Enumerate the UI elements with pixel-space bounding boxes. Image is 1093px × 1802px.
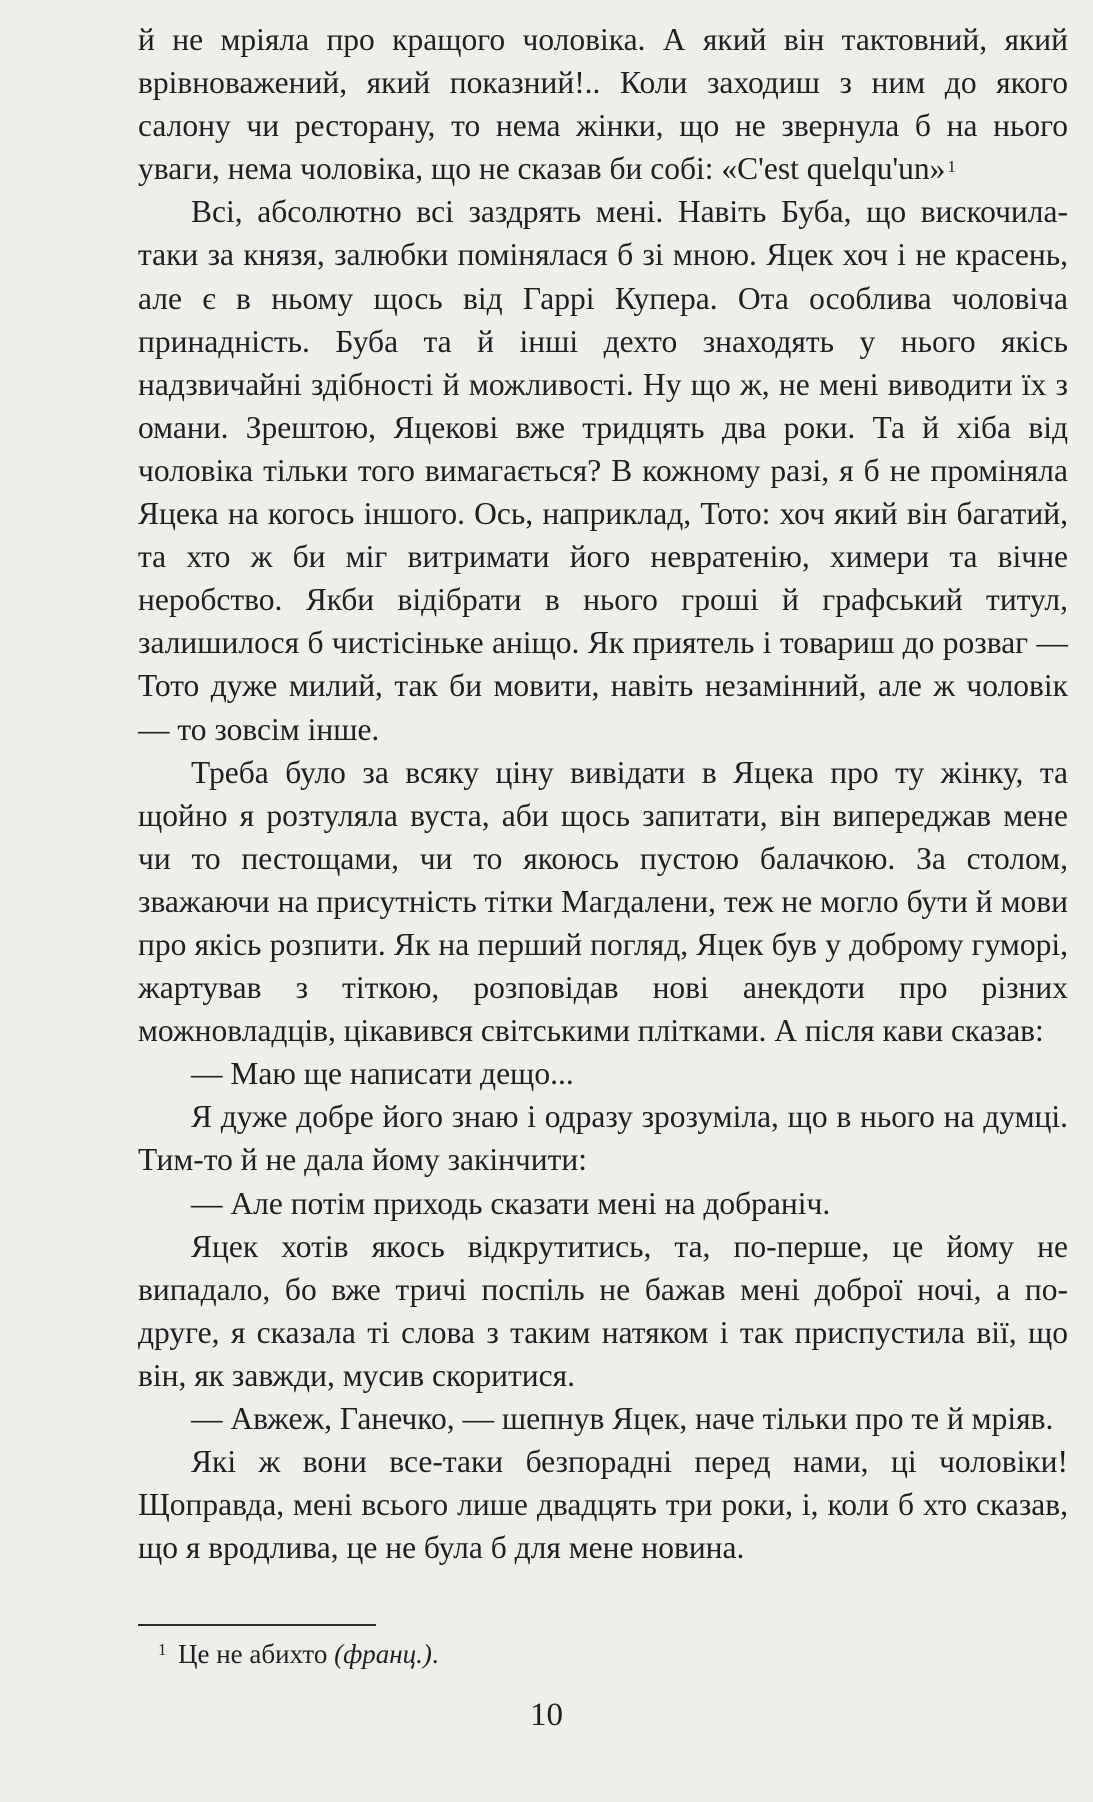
- body-text: [138, 18, 1068, 1569]
- footnote-italic: (франц.): [334, 1639, 432, 1669]
- footnote-number: 1: [158, 1640, 167, 1659]
- footnote-end: .: [431, 1639, 439, 1669]
- dialog-line-3: — Авжеж, Ганечко, — шепнув Яцек, наче тільки про те й мріяв.: [191, 1401, 1054, 1436]
- paragraph-4: Я дуже добре його знаю і одразу зрозуміла, що в нього на думці. Тим-то й не дала йому закінчити:: [138, 1099, 1068, 1178]
- paragraph-1: й не мріяла про кращого чоловіка. А який він тактовний, який врівноважений, який показний!.. Коли заходиш з ним до якого салону чи ресторану, то нема жінки, що не звернула б на нього уваги, нема чоловіка, що не сказав би собі: «C'est quelqu'un» $^1$: [138, 22, 1068, 187]
- paragraph-6: Які ж вони все-таки безпорадні перед нами, ці чоловіки! Щоправда, мені всього лише двадцять три роки, і, коли б хто сказав, що я вродлива, це не була б для мене новина.: [138, 1444, 1068, 1566]
- paragraph-3: Треба було за всяку ціну вивідати в Яцека про ту жінку, та щойно я розтуляла вуста, аби щось запитати, він випереджав мене чи то пестощами, чи то якоюсь пустою балачкою. За столом, зважаючи на присутність тітки Магдалени, теж не могло бути й мови про якісь розпити. Як на перший погляд, Яцек був у доброму гуморі, жартував з тіткою, розповідав нові анекдоти про різних можновладців, цікавився світськими плітками. А після кави сказав:: [138, 754, 1068, 1049]
- footnote-divider: [138, 1624, 376, 1626]
- paragraph-2: Всі, абсолютно всі заздрять мені. Навіть Буба, що вискочила-таки за князя, залюбки помінялася б зі мною. Яцек хоч і не красень, але є в ньому щось від Гаррі Купера. Ота особлива чоловіча принадність. Буба та й інші дехто знаходять у нього якісь надзвичайні здібності й можливості. Ну що ж, не мені виводити їх з омани. Зрештою, Яцекові вже тридцять два роки. Та й хіба від чоловіка тільки того вимагається? В кожному разі, я б не проміняла Яцека на когось іншого. Ось, наприклад, Тото: хоч який він багатий, та хто ж би міг витримати його невратенію, химери та вічне неробство. Якби відібрати в нього гроші й графський титул, залишилося б чистісіньке аніщо. Як приятель і товариш до розваг — Тото дуже милий, так би мовити, навіть незамінний, але ж чоловік — то зовсім інше.: [138, 194, 1068, 747]
- footnote-text: Це не абихто: [178, 1639, 335, 1669]
- footnote: [158, 1636, 439, 1672]
- page-number: 10: [530, 1697, 563, 1733]
- paragraph-5: Яцек хотів якось відкрутитись, та, по-перше, це йому не випадало, бо вже тричі поспіль не бажав мені доброї ночі, а по-друге, я сказала ті слова з таким натяком і так приспустила вії, що він, як завжди, мусив скоритися.: [138, 1228, 1068, 1393]
- footnote-marker: 1: [947, 157, 956, 177]
- dialog-line-1: — Маю ще написати дещо...: [191, 1056, 574, 1092]
- dialog-line-2: — Але потім приходь сказати мені на добраніч.: [191, 1185, 831, 1221]
